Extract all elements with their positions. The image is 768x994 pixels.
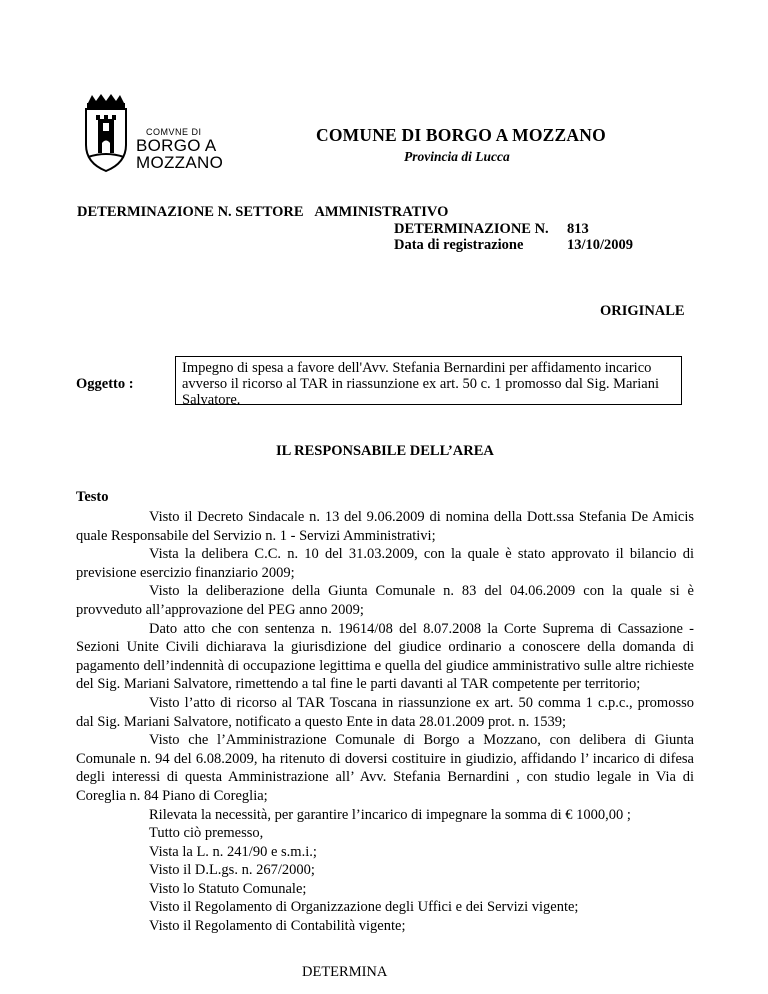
paragraph: Dato atto che con sentenza n. 19614/08 del 8.07.2008 la Corte Suprema di Cassazione - Sezioni Unite Civili dichiarava la giurisdizione del giudice ordinario a conoscere della domanda di pagamento dell’indennità di occupazione legittima e quella del giudice amministrativo sulle altre richieste del Sig. Mariani Salvatore, rimettendo a tal fine le parti davanti al TAR competente per territorio;	[76, 620, 694, 693]
determina-heading: DETERMINA	[302, 964, 388, 980]
paragraph: Visto il Regolamento di Contabilità vigente;	[149, 918, 406, 935]
settore-value: AMMINISTRATIVO	[314, 204, 449, 220]
logo-line1: COMVNE DI	[146, 127, 202, 137]
page-title: COMUNE DI BORGO A MOZZANO	[316, 125, 606, 145]
logo-line2: BORGO A	[136, 136, 217, 155]
determinazione-line	[77, 204, 448, 221]
paragraph: Vista la L. n. 241/90 e s.m.i.;	[149, 843, 317, 860]
paragraph: Visto il Regolamento di Organizzazione degli Uffici e dei Servizi vigente;	[149, 899, 579, 916]
registration-date-value: 13/10/2009	[567, 237, 634, 253]
logo-wordmark	[136, 128, 223, 171]
paragraph: Visto l’atto di ricorso al TAR Toscana in riassunzione ex art. 50 comma 1 c.p.c., promosso dal Sig. Mariani Salvatore, notificato a questo Ente in data 28.01.2009 prot. n. 1539;	[76, 694, 694, 730]
paragraph: Visto che l’Amministrazione Comunale di Borgo a Mozzano, con delibera di Giunta Comunale n. 94 del 6.08.2009, ha ritenuto di doversi costituire in giudizio, affidando l’ incarico di difesa degli interessi di questa Amministrazione all’ Avv. Stefania Bernardini , con studio legale in Via di Coreglia n. 84 Piano di Coreglia;	[76, 732, 694, 804]
paragraph: Visto il D.L.gs. n. 267/2000;	[149, 862, 315, 879]
logo-line3: MOZZANO	[136, 153, 224, 172]
paragraph: Rilevata la necessità, per garantire l’incarico di impegnare la somma di € 1000,00 ;	[149, 806, 631, 823]
determinazione-label: DETERMINAZIONE N. SETTORE	[77, 204, 304, 220]
determinazione-number-value: 813	[567, 221, 589, 237]
oggetto-box: Impegno di spesa a favore dell'Avv. Stefania Bernardini per affidamento incarico avverso il ricorso al TAR in riassunzione ex art. 50 c. 1 promosso dal Sig. Mariani Salvatore.	[175, 356, 682, 405]
page-subtitle: Provincia di Lucca	[404, 149, 510, 164]
status-label: ORIGINALE	[600, 303, 685, 319]
coat-of-arms-icon	[78, 93, 134, 173]
oggetto-label: Oggetto :	[76, 376, 134, 392]
comune-logo	[78, 93, 224, 173]
section-title: IL RESPONSABILE DELL’AREA	[276, 443, 494, 459]
testo-label: Testo	[76, 489, 109, 505]
paragraph: Vista la delibera C.C. n. 10 del 31.03.2009, con la quale è stato approvato il bilancio di previsione esercizio finanziario 2009;	[76, 546, 694, 581]
paragraph: Tutto ciò premesso,	[149, 825, 264, 842]
registration-date-label: Data di registrazione	[394, 237, 524, 253]
paragraph: Visto il Decreto Sindacale n. 13 del 9.06.2009 di nomina della Dott.ssa Stefania De Amicis quale Responsabile del Servizio n. 1 - Servizi Amministrativi;	[76, 509, 694, 544]
determinazione-number-label: DETERMINAZIONE N.	[394, 221, 549, 237]
body-text	[76, 508, 694, 936]
paragraph: Visto la deliberazione della Giunta Comunale n. 83 del 04.06.2009 con la quale si è provveduto all’approvazione del PEG anno 2009;	[76, 583, 694, 618]
paragraph: Visto lo Statuto Comunale;	[149, 880, 307, 897]
